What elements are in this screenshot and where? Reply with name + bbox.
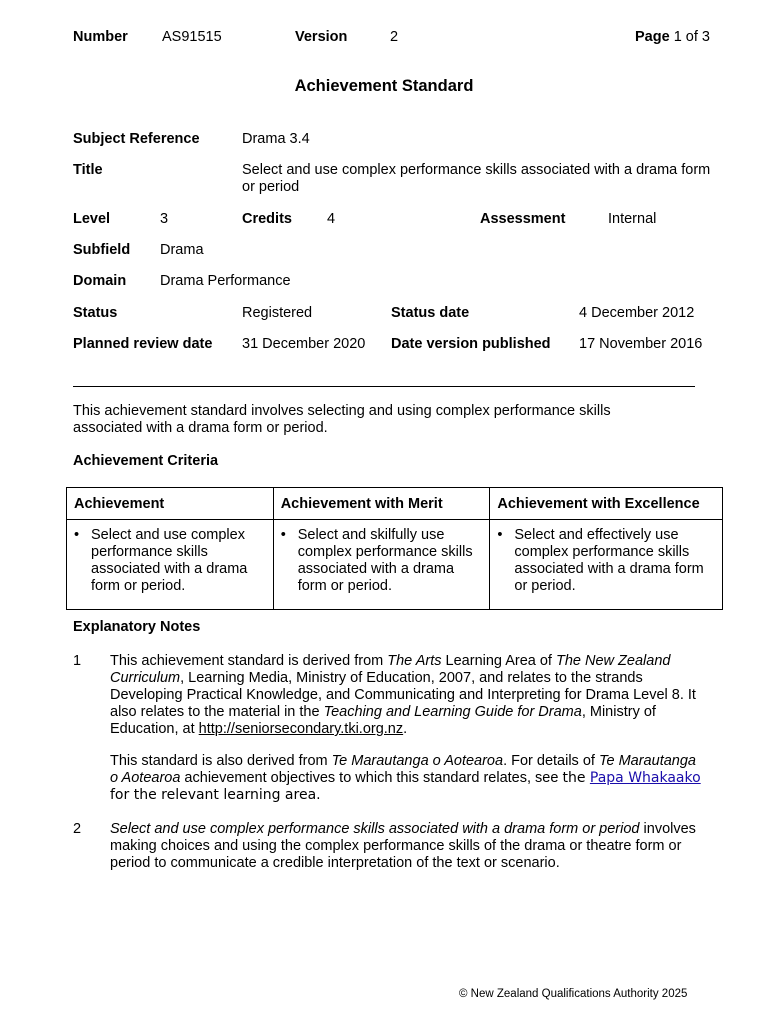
criteria-col-merit: Achievement with Merit [273, 488, 490, 520]
credits-value: 4 [327, 211, 336, 227]
note-text-italic: Te Marautanga o Aotearoa [110, 753, 696, 786]
planned-review-value: 31 December 2020 [242, 336, 366, 352]
title-value: Select and use complex performance skills associated with a drama form or period [242, 162, 711, 195]
note-text: . [403, 721, 408, 737]
criteria-text-achievement: Select and use complex performance skills associated with a drama form or period. [91, 527, 248, 594]
status-date-label: Status date [391, 305, 470, 321]
note-2-paragraph [110, 821, 705, 872]
note-1-paragraph-2 [110, 753, 705, 804]
level-value: 3 [160, 211, 169, 227]
note-text: achievement objectives to which this standard relates, see [180, 770, 563, 786]
criteria-col-achievement: Achievement [67, 488, 274, 520]
papa-whakaako-link[interactable]: Papa Whakaako [589, 770, 701, 786]
number-value: AS91515 [162, 29, 222, 45]
page-title: Achievement Standard [294, 77, 474, 95]
note-text-italic: The New Zealand Curriculum [110, 653, 671, 686]
page-label: Page [635, 29, 670, 45]
date-version-label: Date version published [391, 336, 551, 352]
note-text-italic: Select and use complex performance skills associated with a drama form or period [110, 821, 640, 837]
criteria-heading: Achievement Criteria [73, 453, 219, 469]
note-text: the [562, 770, 590, 786]
note-text: This achievement standard is derived from [110, 653, 388, 669]
note-text-italic: Teaching and Learning Guide for Drama [323, 704, 582, 720]
copyright-icon: © [459, 988, 468, 1000]
footer-text: New Zealand Qualifications Authority 2025 [467, 988, 688, 1000]
bullet-mark: • [497, 527, 503, 543]
criteria-table [66, 487, 723, 610]
date-version-value: 17 November 2016 [579, 336, 703, 352]
assessment-label: Assessment [480, 211, 566, 227]
credits-label: Credits [242, 211, 292, 227]
status-value: Registered [242, 305, 313, 321]
criteria-col-excellence: Achievement with Excellence [490, 488, 723, 520]
assessment-value: Internal [608, 211, 657, 227]
domain-value: Drama Performance [160, 273, 291, 289]
tki-link[interactable]: http://seniorsecondary.tki.org.nz [198, 721, 404, 737]
note-text: , Ministry of Education, at [110, 704, 656, 737]
version-label: Version [295, 29, 348, 45]
criteria-cell-achievement [67, 520, 274, 610]
divider-line [73, 386, 695, 387]
title-label: Title [73, 162, 103, 178]
number-label: Number [73, 29, 128, 45]
level-label: Level [73, 211, 111, 227]
criteria-text-excellence: Select and effectively use complex performance skills associated with a drama form or period. [514, 527, 704, 594]
note-text: for the relevant learning area. [110, 787, 321, 803]
note-1-paragraph-1 [110, 653, 705, 738]
status-date-value: 4 December 2012 [579, 305, 695, 321]
domain-label: Domain [73, 273, 127, 289]
intro-paragraph: This achievement standard involves selecting and using complex performance skills associated with a drama form or period. [73, 403, 611, 436]
note-text: , Learning Media, Ministry of Education, 2007, and relates to the strands Developing Practical Knowledge, and Communicating and Interpreting for Drama Level 8. It also relates to the material in the [110, 670, 696, 720]
note-text: This standard is also derived from [110, 753, 332, 769]
subject-reference-value: Drama 3.4 [242, 131, 310, 147]
note-text: Learning Area of [441, 653, 556, 669]
version-value: 2 [390, 29, 399, 45]
note-1-number: 1 [73, 653, 82, 669]
bullet-mark: • [74, 527, 80, 543]
status-label: Status [73, 305, 118, 321]
bullet-mark: • [280, 527, 286, 543]
note-text-italic: The Arts [387, 653, 442, 669]
page-value: 1 of 3 [673, 29, 710, 45]
note-text: . For details of [503, 753, 599, 769]
note-text-italic: Te Marautanga o Aotearoa [331, 753, 504, 769]
footer-copyright [459, 988, 687, 1000]
note-text: involves making choices and using the complex performance skills of the drama or theatre form or period to communicate a credible interpretation of the text or scenario. [110, 821, 696, 871]
subject-reference-label: Subject Reference [73, 131, 200, 147]
subfield-value: Drama [160, 242, 204, 258]
note-2-number: 2 [73, 821, 82, 837]
criteria-body-row [67, 520, 723, 610]
criteria-cell-excellence [490, 520, 723, 610]
criteria-header-row [67, 488, 723, 520]
page-indicator [635, 29, 710, 45]
notes-heading: Explanatory Notes [73, 619, 201, 635]
criteria-text-merit: Select and skilfully use complex performance skills associated with a drama form or period. [297, 527, 473, 594]
subfield-label: Subfield [73, 242, 131, 258]
criteria-cell-merit [273, 520, 490, 610]
planned-review-label: Planned review date [73, 336, 213, 352]
